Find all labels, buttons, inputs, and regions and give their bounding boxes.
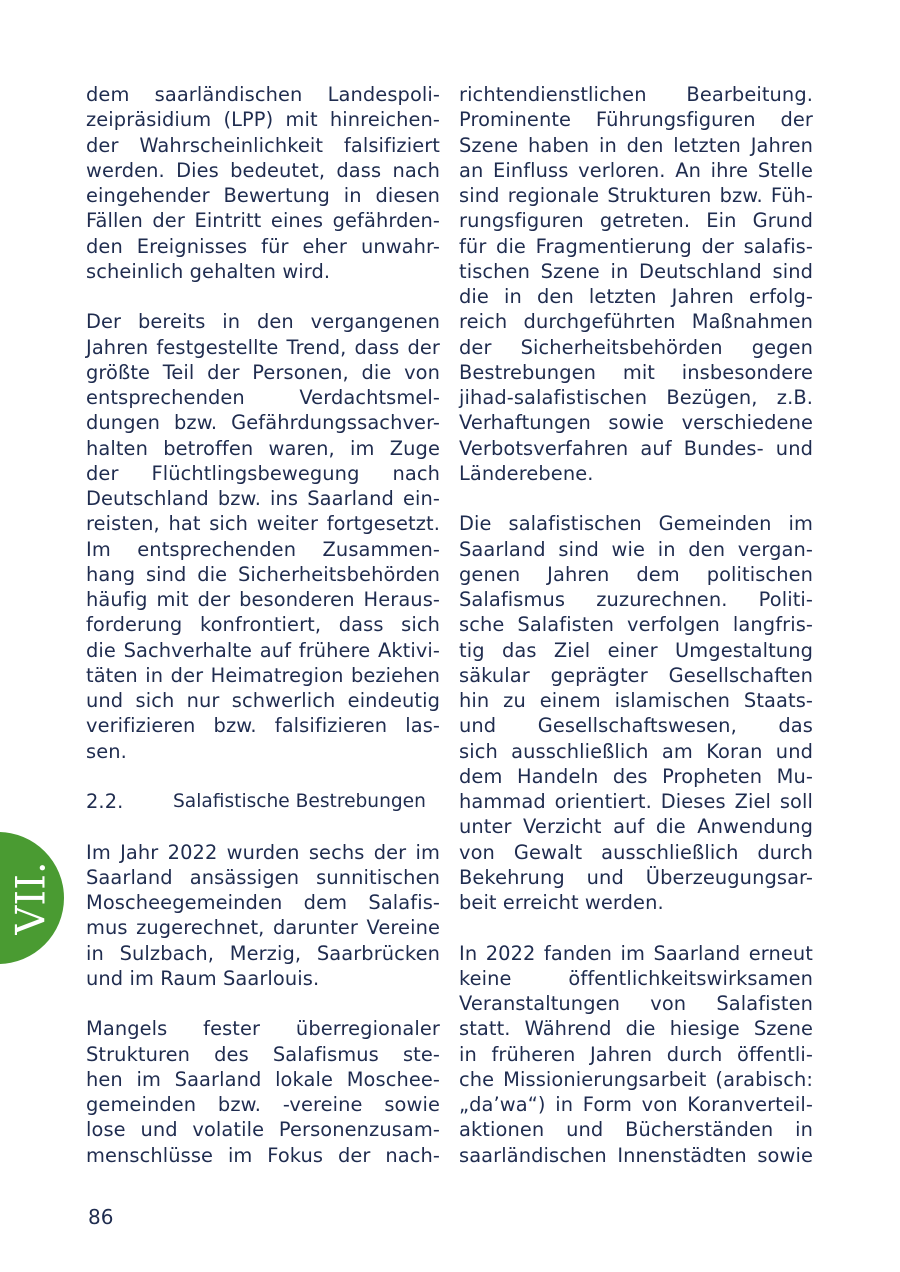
text-line: Verbotsverfahren auf Bundes- und (459, 436, 813, 460)
text-line: an Einfluss verloren. An ihre Stelle (459, 158, 813, 182)
paragraph (86, 840, 440, 992)
text-line: dem Handeln des Propheten Mu- (459, 764, 813, 788)
text-line: und im Raum Saarlouis. (86, 966, 320, 990)
text-line: Veranstaltungen von Salafisten (459, 992, 813, 1015)
text-line: Jahren festgestellte Trend, dass der (86, 335, 440, 359)
text-line: lose und volatile Personenzusam- (86, 1118, 440, 1142)
text-line: Im Jahr 2022 wurden sechs der im (86, 840, 440, 864)
text-line: Bekehrung und Überzeugungsar- (459, 865, 813, 889)
text-line: Mangels fester überregionaler (86, 1017, 440, 1041)
text-line: hang sind die Sicherheitsbehörden (86, 562, 440, 586)
text-line: den Ereignisses für eher unwahr- (86, 234, 440, 258)
text-line: reich durchgeführten Maßnahmen (459, 310, 813, 334)
text-line: hen im Saarland lokale Moschee- (86, 1067, 440, 1091)
text-line: von Gewalt ausschließlich durch (459, 840, 813, 864)
chapter-label: VII. (9, 861, 56, 935)
left-column (86, 82, 440, 1168)
text-line: sen. (86, 739, 127, 763)
text-line: beit erreicht werden. (459, 891, 664, 914)
text-line: Saarland sind wie in den vergan- (459, 537, 813, 561)
paragraph (459, 82, 813, 486)
text-line: tischen Szene in Deutschland sind (459, 259, 813, 283)
text-line: Der bereits in den vergangenen (86, 310, 440, 334)
text-line: keine öffentlichkeitswirksamen (459, 966, 813, 990)
text-line: jihad-salafistischen Bezügen, z.B. (459, 386, 813, 409)
text-line: statt. Während die hiesige Szene (459, 1017, 813, 1041)
paragraph (459, 941, 813, 1168)
text-line: eingehender Bewertung in diesen (86, 184, 440, 207)
text-line: häufig mit der besonderen Heraus- (86, 588, 440, 611)
text-line: menschlüsse im Fokus der nach- (86, 1143, 440, 1167)
text-line: die Sachverhalte auf frühere Aktivi- (86, 638, 440, 662)
text-line: unter Verzicht auf die Anwendung (459, 815, 813, 839)
paragraph (86, 309, 440, 764)
text-line: Deutschland bzw. ins Saarland ein- (86, 487, 440, 510)
text-line: Moscheegemeinden dem Salafis- (86, 891, 440, 914)
text-line: In 2022 fanden im Saarland erneut (459, 941, 813, 965)
text-line: che Missionierungsarbeit (arabisch: (459, 1067, 813, 1091)
text-line: scheinlich gehalten wird. (86, 259, 331, 283)
text-line: genen Jahren dem politischen (459, 562, 813, 586)
paragraph (459, 511, 813, 915)
text-line: für die Fragmentierung der salafis- (459, 234, 813, 258)
text-line: zeipräsidium (LPP) mit hinreichen- (86, 108, 440, 132)
text-line: hammad orientiert. Dieses Ziel soll (459, 790, 813, 813)
text-line: Fällen der Eintritt eines gefährden- (86, 209, 440, 233)
text-line: dungen bzw. Gefährdungssachver- (86, 411, 440, 435)
text-line: Saarland ansässigen sunnitischen (86, 865, 440, 889)
text-line: Im entsprechenden Zusammen- (86, 537, 440, 561)
text-line: dem saarländischen Landespoli- (86, 83, 440, 106)
text-line: Prominente Führungsfiguren der (459, 108, 813, 132)
text-line: mus zugerechnet, darunter Vereine (86, 916, 440, 940)
text-line: größte Teil der Personen, die von (86, 360, 440, 384)
text-line: sind regionale Strukturen bzw. Füh- (459, 184, 813, 207)
text-line: saarländischen Innenstädten sowie (459, 1143, 813, 1167)
text-line: gemeinden bzw. -vereine sowie (86, 1093, 440, 1116)
text-line: der Sicherheitsbehörden gegen (459, 335, 813, 359)
text-line: tig das Ziel einer Umgestaltung (459, 638, 813, 662)
chapter-marker (0, 840, 64, 956)
text-line: entsprechenden Verdachtsmel- (86, 386, 440, 409)
text-line: säkular geprägter Gesellschaften (459, 663, 813, 687)
right-column (459, 82, 813, 1168)
text-line: täten in der Heimatregion beziehen (86, 663, 440, 687)
text-line: der Flüchtlingsbewegung nach (86, 461, 440, 485)
text-line: „da’wa“) in Form von Koranverteil- (459, 1093, 813, 1116)
section-heading (86, 789, 440, 814)
text-line: hin zu einem islamischen Staats- (459, 689, 813, 712)
text-line: werden. Dies bedeutet, dass nach (86, 158, 440, 182)
text-line: Bestrebungen mit insbesondere (459, 360, 813, 384)
section-title: Salafistische Bestrebungen (173, 791, 426, 812)
text-line: und Gesellschaftswesen, das (459, 714, 813, 738)
text-line: aktionen und Bücherständen in (459, 1118, 813, 1142)
text-line: verifizieren bzw. falsifizieren las- (86, 714, 440, 738)
text-line: sich ausschließlich am Koran und (459, 739, 813, 763)
text-line: in Sulzbach, Merzig, Saarbrücken (86, 941, 440, 965)
paragraph (86, 82, 440, 284)
text-line: Länderebene. (459, 461, 594, 485)
text-line: die in den letzten Jahren erfolg- (459, 285, 813, 308)
text-line: Salafismus zuzurechnen. Politi- (459, 588, 813, 611)
text-line: in früheren Jahren durch öffentli- (459, 1042, 813, 1066)
text-line: Verhaftungen sowie verschiedene (459, 411, 813, 435)
paragraph (86, 1016, 440, 1168)
text-line: Strukturen des Salafismus ste- (86, 1042, 440, 1066)
section-number: 2.2. (86, 790, 124, 813)
text-line: rungsfiguren getreten. Ein Grund (459, 209, 813, 233)
text-line: halten betroffen waren, im Zuge (86, 436, 440, 460)
text-line: sche Salafisten verfolgen langfris- (459, 613, 813, 637)
text-line: Die salafistischen Gemeinden im (459, 512, 813, 536)
text-line: forderung konfrontiert, dass sich (86, 613, 440, 637)
text-line: richtendienstlichen Bearbeitung. (459, 83, 813, 106)
text-line: Szene haben in den letzten Jahren (459, 133, 813, 157)
text-line: der Wahrscheinlichkeit falsifiziert (86, 133, 440, 157)
page-number: 86 (88, 1205, 114, 1229)
text-line: und sich nur schwerlich eindeutig (86, 689, 440, 712)
text-line: reisten, hat sich weiter fortgesetzt. (86, 512, 440, 536)
